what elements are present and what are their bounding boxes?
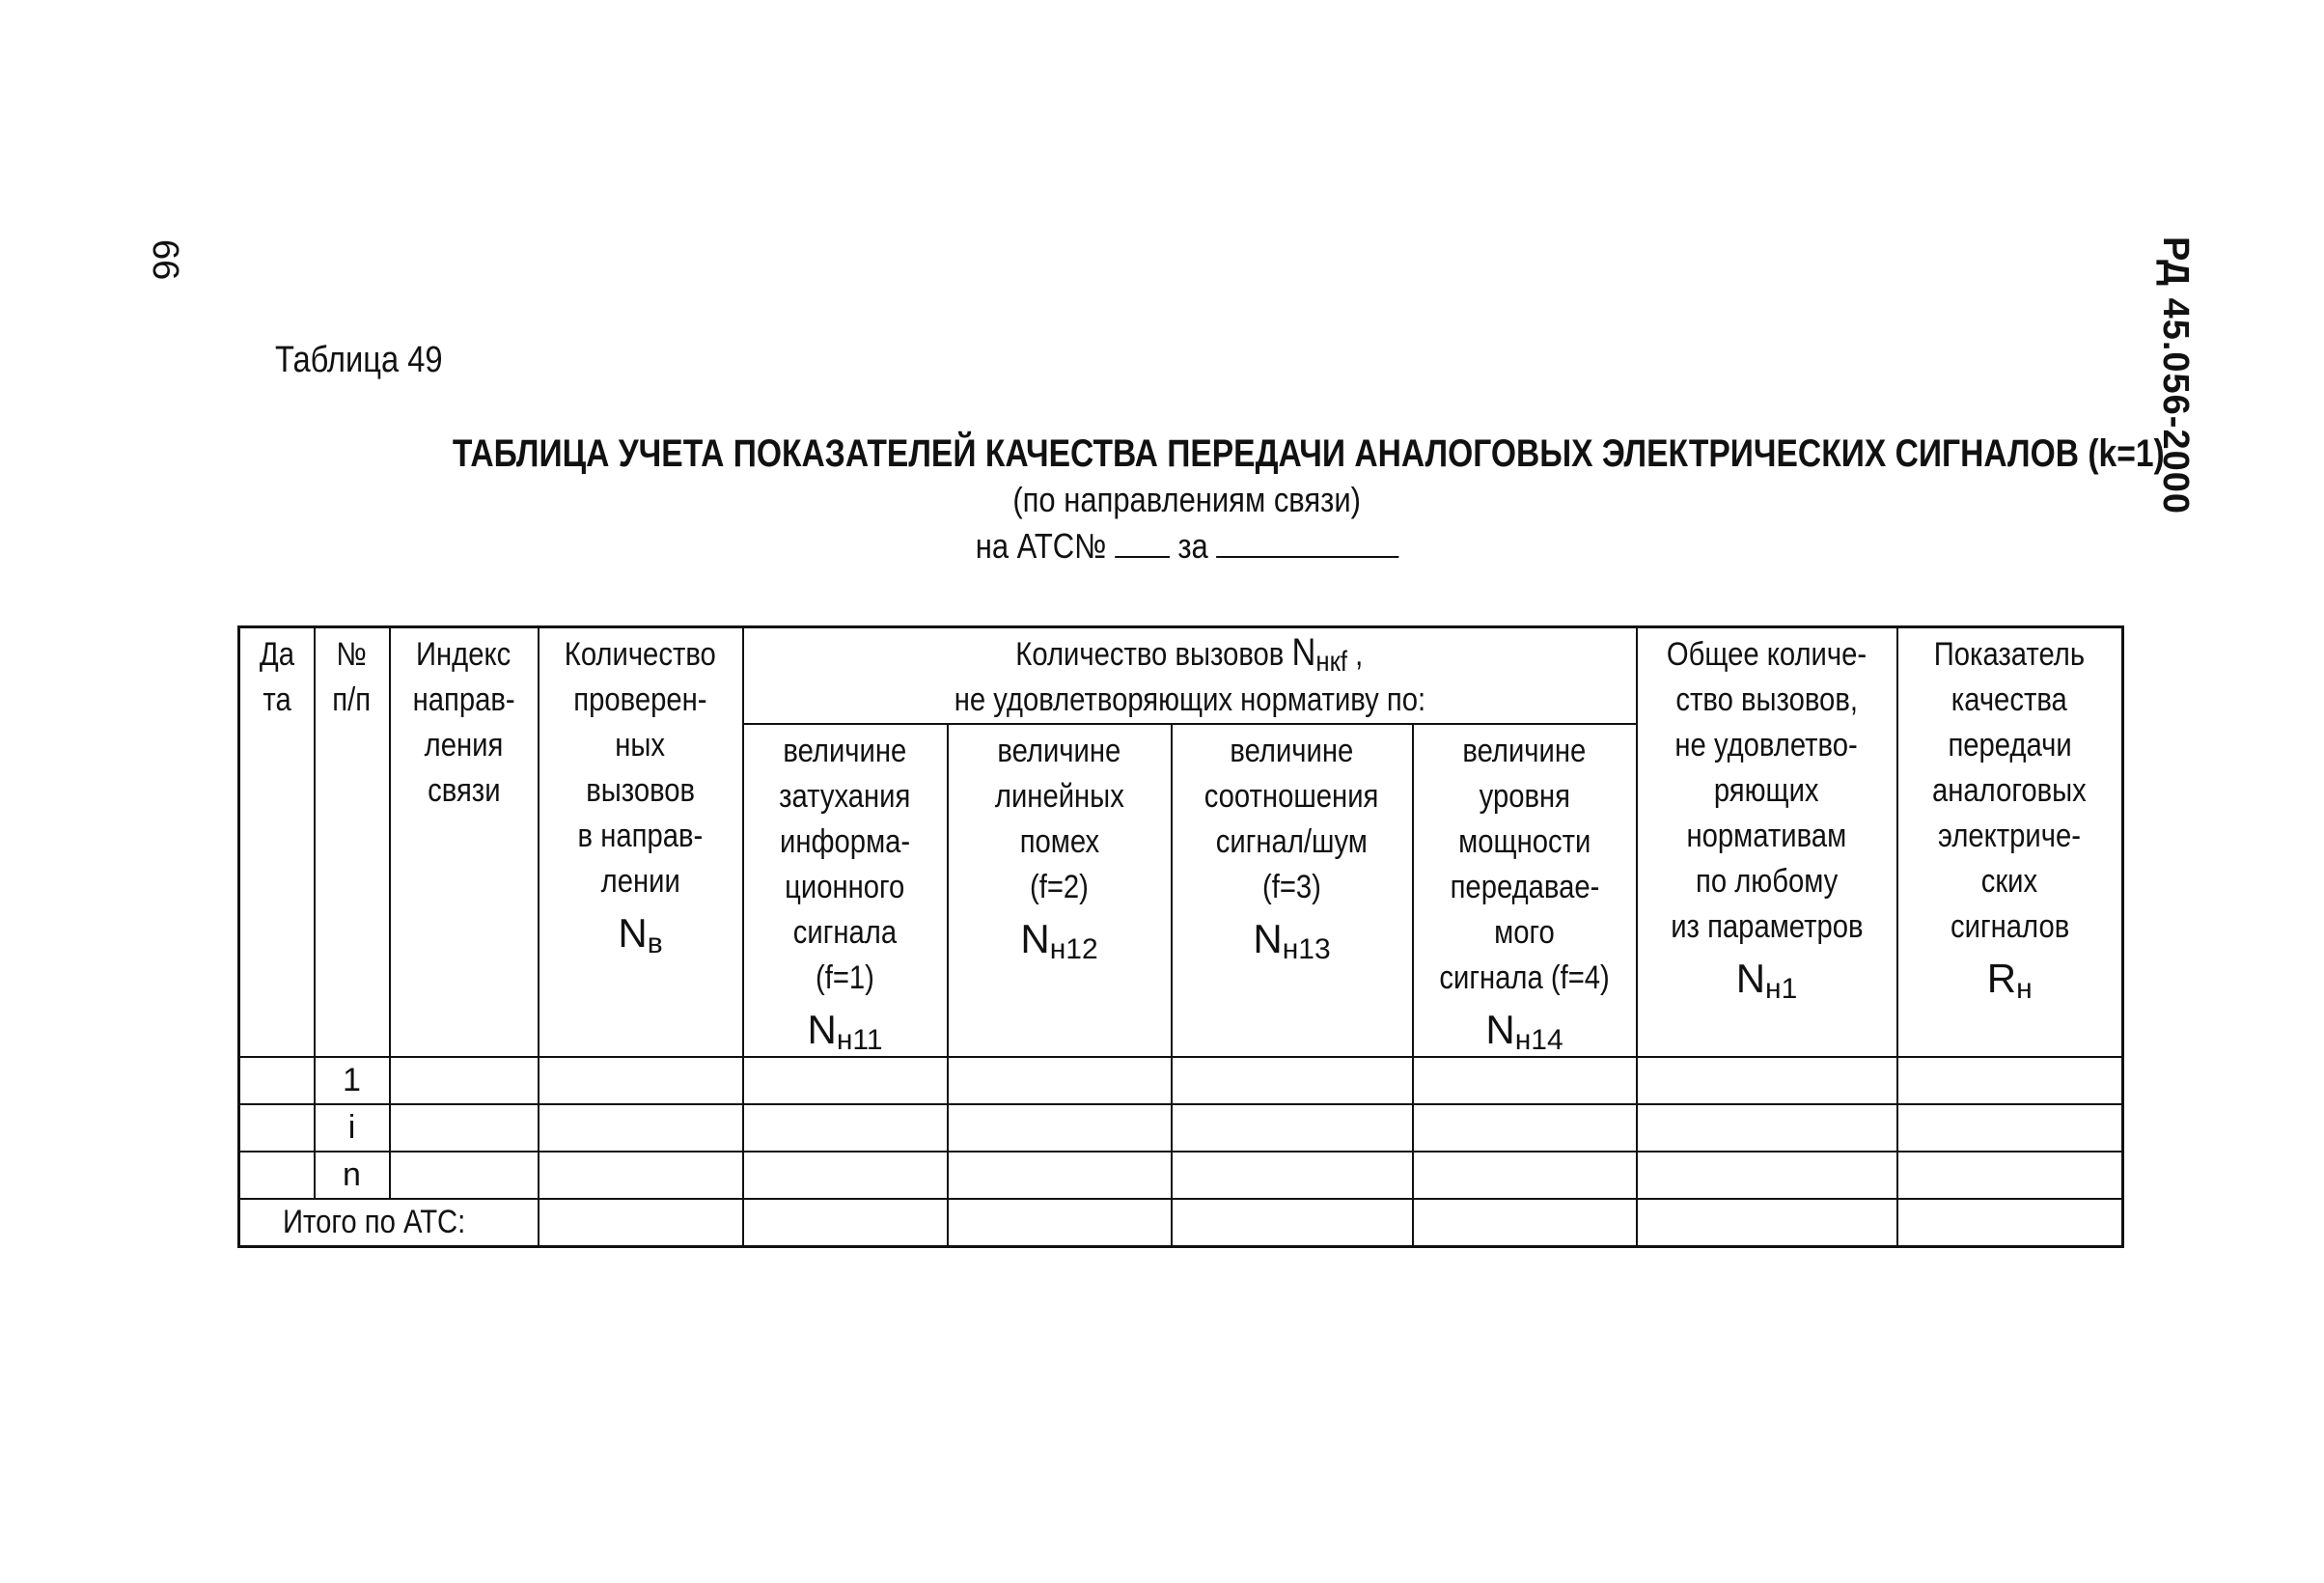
- period-blank: [1216, 527, 1398, 558]
- subcol-line: уровня: [1479, 778, 1570, 815]
- station-number-blank: [1115, 527, 1170, 558]
- table-title: ТАБЛИЦА УЧЕТА ПОКАЗАТЕЛЕЙ КАЧЕСТВА ПЕРЕДАЧИ АНАЛОГОВЫХ ЭЛЕКТРИЧЕСКИХ СИГНАЛОВ (k=1): [452, 432, 2165, 475]
- nh11-cell: [743, 1057, 948, 1104]
- subcol-line: информа-: [779, 823, 911, 860]
- col-total-header: [1637, 627, 1897, 1058]
- nh1-cell: [1637, 1057, 1897, 1104]
- table-row: [239, 1104, 2123, 1152]
- col-index-line: Индекс: [416, 636, 512, 673]
- subcol-line: помех: [1019, 823, 1099, 860]
- subcol-line: соотношения: [1204, 778, 1379, 815]
- symbol-nh1: $N_{н1}$: [1735, 956, 1798, 1005]
- date-cell: [239, 1152, 315, 1199]
- subcol-line: величине: [1462, 733, 1587, 769]
- col-total-line: Общее количе-: [1666, 636, 1868, 673]
- table-row: [239, 1152, 2123, 1199]
- nh14-cell: [1413, 1104, 1637, 1152]
- col-quality-line: ских: [1981, 863, 2038, 900]
- col-group-line-2: не удовлетворяющих нормативу по:: [954, 681, 1425, 718]
- subcol-power-level-header: [1413, 724, 1637, 1057]
- nh14-total-cell: [1413, 1199, 1637, 1247]
- nh11-cell: [743, 1152, 948, 1199]
- rh-cell: [1897, 1152, 2123, 1199]
- subcol-line: (f=2): [1030, 869, 1089, 905]
- rh-cell: [1897, 1104, 2123, 1152]
- col-quality-line: сигналов: [1950, 908, 2069, 945]
- index-cell: [390, 1152, 539, 1199]
- col-quality-header: [1897, 627, 2123, 1058]
- rh-cell: [1897, 1057, 2123, 1104]
- subcol-line: затухания: [779, 778, 911, 815]
- col-date-line-2: та: [263, 681, 291, 718]
- col-total-line: ряющих: [1714, 772, 1819, 809]
- col-checked-line: проверен-: [573, 681, 707, 718]
- nh1-cell: [1637, 1152, 1897, 1199]
- total-row: [239, 1199, 2123, 1247]
- subcol-line: сигнала: [792, 914, 898, 951]
- index-cell: [390, 1104, 539, 1152]
- col-number-line-1: №: [336, 636, 368, 673]
- nh12-cell: [948, 1057, 1172, 1104]
- subcol-line-noise-header: [948, 724, 1172, 1057]
- total-row-label: [239, 1199, 539, 1247]
- period-prefix: за: [1177, 526, 1208, 566]
- col-index-line: связи: [427, 772, 501, 809]
- col-total-line: из параметров: [1670, 908, 1864, 945]
- subcol-line: мощности: [1457, 823, 1591, 860]
- station-prefix: на АТС№: [975, 526, 1107, 566]
- row-number-cell: n: [315, 1152, 390, 1199]
- checked-total-cell: [539, 1199, 743, 1247]
- col-quality-line: Показатель: [1934, 636, 2086, 673]
- symbol-nh13: $N_{н13}$: [1253, 916, 1331, 965]
- station-line: [976, 526, 1399, 567]
- col-total-line: по любому: [1695, 863, 1839, 900]
- col-group-line-1: Количество вызовов $N_{нкf}$ ,: [1015, 631, 1364, 678]
- checked-cell: [539, 1152, 743, 1199]
- nh1-cell: [1637, 1104, 1897, 1152]
- col-checked-line: вызовов: [586, 772, 695, 809]
- nh1-total-cell: [1637, 1199, 1897, 1247]
- checked-cell: [539, 1104, 743, 1152]
- col-index-header: [390, 627, 539, 1058]
- subcol-line: величине: [1230, 733, 1354, 769]
- col-quality-line: передачи: [1948, 727, 2072, 764]
- subcol-attenuation-header: [743, 724, 948, 1057]
- nh11-cell: [743, 1104, 948, 1152]
- col-quality-line: качества: [1951, 681, 2068, 718]
- nh12-cell: [948, 1104, 1172, 1152]
- quality-table: [237, 625, 2124, 1248]
- col-index-line: направ-: [412, 681, 515, 718]
- col-total-line: ство вызовов,: [1675, 681, 1858, 718]
- col-checked-line: Количество: [564, 636, 717, 673]
- document-code: РД 45.056-2000: [2155, 236, 2196, 514]
- nh13-total-cell: [1172, 1199, 1413, 1247]
- col-date-header: [239, 627, 315, 1058]
- symbol-rh: $R_н$: [1986, 956, 2033, 1005]
- col-checked-header: [539, 627, 743, 1058]
- table-subtitle: (по направлениям связи): [1012, 480, 1362, 519]
- nh11-total-cell: [743, 1199, 948, 1247]
- rh-total-cell: [1897, 1199, 2123, 1247]
- date-cell: [239, 1057, 315, 1104]
- symbol-nv: $N_в$: [618, 910, 663, 959]
- nh14-cell: [1413, 1152, 1637, 1199]
- symbol-nh11: $N_{н11}$: [807, 1007, 883, 1056]
- col-group-header: [743, 627, 1637, 725]
- subcol-line: (f=3): [1262, 869, 1321, 905]
- nh12-cell: [948, 1152, 1172, 1199]
- nh13-cell: [1172, 1057, 1413, 1104]
- checked-cell: [539, 1057, 743, 1104]
- page-number: 66: [145, 239, 185, 281]
- subcol-line: величине: [997, 733, 1121, 769]
- row-number-cell: 1: [315, 1057, 390, 1104]
- subcol-line: сигнал/шум: [1215, 823, 1369, 860]
- index-cell: [390, 1057, 539, 1104]
- col-quality-line: аналоговых: [1932, 772, 2088, 809]
- col-total-line: не удовлетво-: [1674, 727, 1859, 764]
- row-number-cell: i: [315, 1104, 390, 1152]
- table-label: Таблица 49: [275, 340, 443, 380]
- subcol-line: передавае-: [1450, 869, 1599, 905]
- nh14-cell: [1413, 1057, 1637, 1104]
- nh12-total-cell: [948, 1199, 1172, 1247]
- col-index-line: ления: [424, 727, 504, 764]
- subcol-line: величине: [783, 733, 907, 769]
- subcol-line: ционного: [785, 869, 905, 905]
- table-row: [239, 1057, 2123, 1104]
- col-number-line-2: п/п: [332, 681, 372, 718]
- col-date-line-1: Да: [259, 636, 294, 673]
- col-number-header: [315, 627, 390, 1058]
- col-checked-line: лении: [600, 863, 680, 900]
- col-checked-line: ных: [615, 727, 666, 764]
- col-checked-line: в направ-: [577, 818, 704, 854]
- subcol-snr-header: [1172, 724, 1413, 1057]
- subcol-line: мого: [1494, 914, 1555, 951]
- date-cell: [239, 1104, 315, 1152]
- total-row-label-text: Итого по АТС:: [283, 1204, 466, 1240]
- symbol-nh14: $N_{н14}$: [1485, 1007, 1563, 1056]
- title-block: [290, 432, 2165, 567]
- subcol-line: линейных: [994, 778, 1124, 815]
- col-total-line: нормативам: [1686, 818, 1847, 854]
- nh13-cell: [1172, 1104, 1413, 1152]
- subcol-line: сигнала (f=4): [1439, 959, 1610, 996]
- symbol-nh12: $N_{н12}$: [1020, 916, 1098, 965]
- subcol-line: (f=1): [816, 959, 874, 996]
- col-quality-line: электриче-: [1938, 818, 2082, 854]
- nh13-cell: [1172, 1152, 1413, 1199]
